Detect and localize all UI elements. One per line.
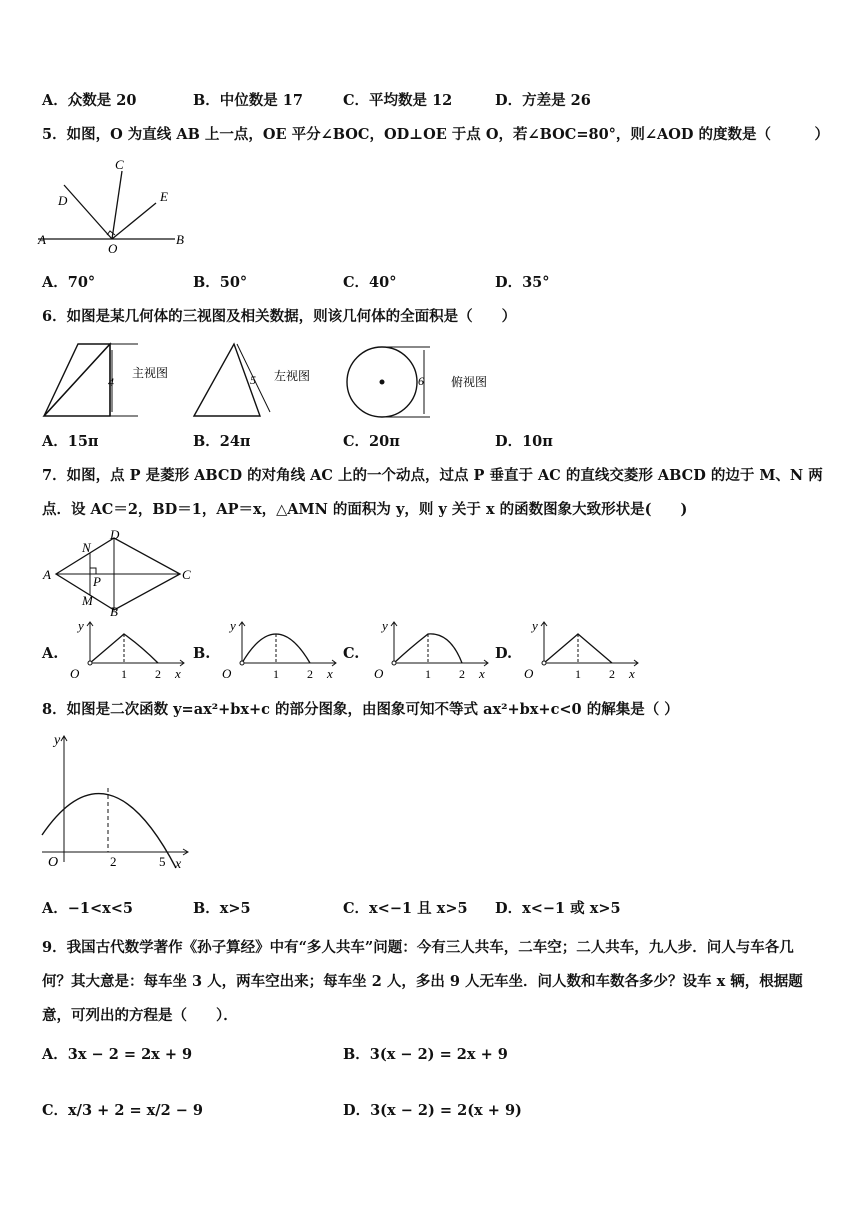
- q6-three-views-figure: [38, 336, 493, 422]
- front-view-dim: 4: [108, 375, 114, 389]
- q5-option-b: B．50°: [193, 274, 248, 291]
- label-e: E: [160, 189, 168, 204]
- svg-text:O: O: [70, 666, 80, 681]
- q7-stem-line2: 点．设 AC＝2，BD＝1，AP＝x，△AMN 的面积为 y，则 y 关于 x 的函数图象大致形状是( ): [42, 501, 688, 518]
- svg-text:x: x: [175, 857, 182, 872]
- svg-text:1: 1: [273, 667, 279, 681]
- q6-option-d: D．10π: [495, 433, 553, 450]
- label-m: M: [82, 593, 93, 608]
- q5-stem: 5．如图，O 为直线 AB 上一点，OE 平分∠BOC，OD⊥OE 于点 O，若∠BOC=80°，则∠AOD 的度数是（ ）: [42, 126, 830, 143]
- svg-text:y: y: [532, 618, 538, 633]
- q7-graph-a: [66, 618, 191, 684]
- q6-stem: 6．如图是某几何体的三视图及相关数据，则该几何体的全面积是（ ）: [42, 308, 517, 325]
- q8-stem: 8．如图是二次函数 y=ax²+bx+c 的部分图象，由图象可知不等式 ax²+bx+c<0 的解集是（ ）: [42, 701, 679, 718]
- ray-od: [64, 185, 112, 239]
- svg-text:x: x: [479, 666, 485, 681]
- q5-option-c: C．40°: [343, 274, 397, 291]
- q7-option-a-label: A.: [42, 645, 59, 662]
- svg-text:x: x: [175, 666, 181, 681]
- q7-graph-c: [370, 618, 495, 684]
- q5-angle-figure: [30, 155, 200, 255]
- ray-oe: [112, 203, 156, 239]
- svg-text:x: x: [327, 666, 333, 681]
- svg-text:y: y: [230, 618, 236, 633]
- q7-stem-line1: 7．如图，点 P 是菱形 ABCD 的对角线 AC 上的一个动点，过点 P 垂直于 AC 的直线交菱形 ABCD 的边于 M、N 两: [42, 467, 823, 484]
- curve-b: [242, 634, 310, 663]
- top-view-dim: 6: [418, 374, 424, 388]
- q4-option-c: C．平均数是 12: [343, 92, 453, 109]
- svg-text:O: O: [48, 855, 59, 870]
- q7-graph-b: [218, 618, 343, 684]
- svg-text:2: 2: [155, 667, 161, 681]
- q7-option-d-label: D.: [495, 645, 513, 662]
- q6-option-c: C．20π: [343, 433, 400, 450]
- label-c: C: [115, 157, 124, 172]
- svg-text:y: y: [54, 733, 61, 748]
- label-d: D: [110, 527, 120, 542]
- q9-option-c: C．x/3 + 2 = x/2 − 9: [42, 1102, 204, 1119]
- svg-text:1: 1: [575, 667, 581, 681]
- q8-option-d: D．x<−1 或 x>5: [495, 900, 621, 917]
- q8-option-a: A．−1<x<5: [42, 900, 134, 917]
- label-d: D: [58, 193, 68, 208]
- q5-option-a: A．70°: [42, 274, 96, 291]
- q4-option-a: A．众数是 20: [42, 92, 137, 109]
- svg-text:2: 2: [307, 667, 313, 681]
- svg-text:2: 2: [110, 854, 117, 869]
- svg-text:5: 5: [159, 854, 166, 869]
- q6-option-a: A．15π: [42, 433, 99, 450]
- q5-option-d: D．35°: [495, 274, 550, 291]
- label-n: N: [82, 540, 91, 555]
- label-a: A: [38, 232, 46, 247]
- front-view-label: 主视图: [132, 366, 169, 380]
- parabola-curve: [42, 794, 176, 868]
- svg-text:O: O: [374, 666, 384, 681]
- q9-option-b: B．3(x − 2) = 2x + 9: [343, 1046, 508, 1063]
- q9-stem-line3: 意，可列出的方程是（ ）．: [42, 1007, 238, 1024]
- q4-option-d: D．方差是 26: [495, 92, 591, 109]
- q9-option-a: A．3x − 2 = 2x + 9: [42, 1046, 193, 1063]
- svg-text:2: 2: [459, 667, 465, 681]
- label-o: O: [108, 241, 118, 256]
- curve-d: [544, 634, 612, 663]
- top-view-center: [380, 380, 385, 385]
- q4-option-b: B．中位数是 17: [193, 92, 303, 109]
- q9-option-d: D．3(x − 2) = 2(x + 9): [343, 1102, 522, 1119]
- svg-text:y: y: [78, 618, 84, 633]
- svg-text:1: 1: [121, 667, 127, 681]
- q9-stem-line1: 9．我国古代数学著作《孙子算经》中有“多人共车”问题：今有三人共车，二车空；二人共车，九人步．问人与车各几: [42, 939, 794, 956]
- label-c: C: [182, 567, 191, 582]
- svg-text:2: 2: [609, 667, 615, 681]
- label-p: P: [93, 574, 101, 589]
- q6-option-b: B．24π: [193, 433, 251, 450]
- svg-text:y: y: [382, 618, 388, 633]
- q9-stem-line2: 何？其大意是：每车坐 3 人，两车空出来；每车坐 2 人，多出 9 人无车坐．问人数和车数各多少？设车 x 辆，根据题: [42, 973, 803, 990]
- svg-text:1: 1: [425, 667, 431, 681]
- q7-option-b-label: B.: [193, 645, 211, 662]
- svg-text:O: O: [222, 666, 232, 681]
- curve-a: [90, 634, 158, 663]
- q7-rhombus-figure: [40, 528, 200, 618]
- side-view-label: 左视图: [274, 369, 311, 383]
- svg-text:x: x: [629, 666, 635, 681]
- ray-oc: [112, 171, 122, 239]
- label-a: A: [43, 567, 51, 582]
- curve-c: [394, 634, 462, 663]
- top-view-label: 俯视图: [451, 375, 488, 389]
- q8-parabola-figure: [38, 730, 198, 875]
- q8-option-c: C．x<−1 且 x>5: [343, 900, 468, 917]
- q7-option-c-label: C.: [343, 645, 360, 662]
- side-view-dim: 5: [250, 373, 256, 387]
- q7-graph-d: [520, 618, 645, 684]
- q8-option-b: B．x>5: [193, 900, 251, 917]
- label-b: B: [110, 604, 118, 619]
- label-b: B: [176, 232, 184, 247]
- svg-text:O: O: [524, 666, 534, 681]
